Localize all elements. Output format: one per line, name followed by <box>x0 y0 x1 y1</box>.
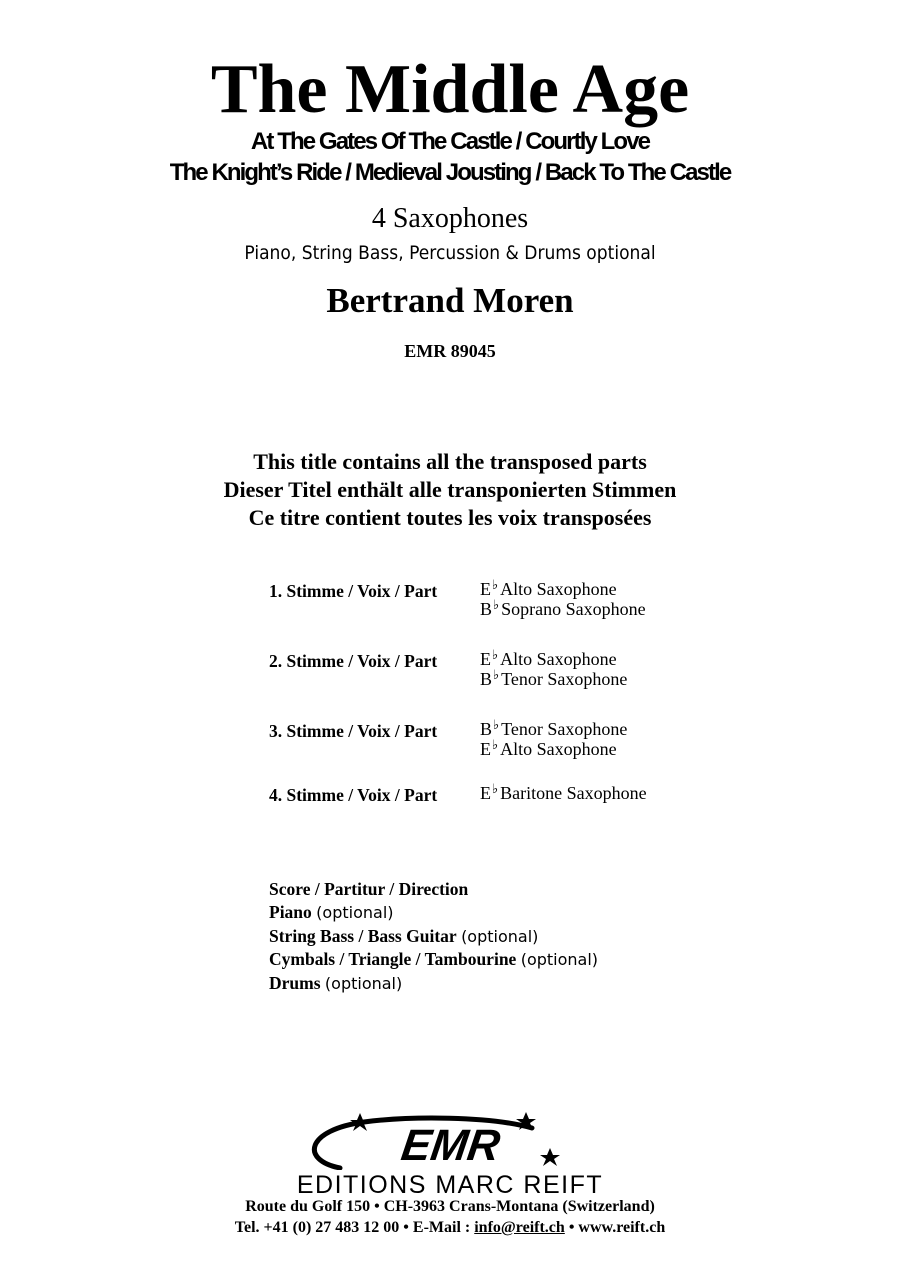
key-letter: E <box>480 739 491 759</box>
website-text: • www.reift.ch <box>564 1219 666 1236</box>
phone-label: Tel. +41 (0) 27 483 12 00 • E-Mail : <box>234 1219 475 1236</box>
notice-german: Dieser Titel enthält alle transponierten Stimmen <box>223 477 677 502</box>
extra-item <box>269 925 598 949</box>
instrument-name: Tenor Saxophone <box>501 719 628 739</box>
publisher-address: Route du Golf 150 • CH-3963 Crans-Montana (Switzerland) <box>245 1198 655 1215</box>
optional-instruments: Piano, String Bass, Percussion & Drums optional <box>244 242 656 264</box>
composer-name: Bertrand Moren <box>326 281 574 320</box>
extra-item <box>269 878 598 901</box>
instrumentation: 4 Saxophones <box>371 203 529 234</box>
instrument-name: Soprano Saxophone <box>501 599 646 619</box>
part-label: 4. Stimme / Voix / Part <box>269 785 438 805</box>
extra-name: String Bass / Bass Guitar <box>269 925 457 946</box>
instrument-name: Alto Saxophone <box>500 739 617 759</box>
part-label: 1. Stimme / Voix / Part <box>269 581 438 601</box>
key-letter: B <box>480 669 493 689</box>
extra-name: Drums <box>269 973 321 994</box>
publisher-name: EDITIONS MARC REIFT <box>296 1171 604 1199</box>
instrument-entry <box>480 647 627 670</box>
logo-text: EMR <box>398 1121 504 1170</box>
instrument-name: Alto Saxophone <box>500 579 617 599</box>
extras-list <box>269 878 598 996</box>
key-letter: E <box>480 649 491 669</box>
flat-sign: ♭ <box>493 667 500 682</box>
emr-logo <box>300 1108 600 1170</box>
subtitle-line-1: At The Gates Of The Castle / Courtly Love <box>250 128 650 155</box>
instrument-entry <box>480 667 628 690</box>
key-letter: E <box>480 579 491 599</box>
instrument-name: Baritone Saxophone <box>500 783 647 803</box>
part-instruments <box>480 781 647 804</box>
flat-sign: ♭ <box>492 781 499 796</box>
part-instruments <box>480 717 628 760</box>
extra-name: Piano <box>269 901 312 922</box>
flat-sign: ♭ <box>493 717 500 732</box>
contact-line <box>0 1217 900 1239</box>
instrument-name: Tenor Saxophone <box>501 669 628 689</box>
instrument-name: Alto Saxophone <box>500 649 617 669</box>
instrument-entry <box>480 577 646 600</box>
extra-item <box>269 948 598 972</box>
email-link[interactable]: info@reift.ch <box>474 1219 565 1236</box>
part-label: 3. Stimme / Voix / Part <box>269 721 438 741</box>
star-icon <box>350 1113 370 1131</box>
flat-sign: ♭ <box>492 577 499 592</box>
flat-sign: ♭ <box>492 737 499 752</box>
extra-name: Cymbals / Triangle / Tambourine <box>269 949 517 970</box>
flat-sign: ♭ <box>492 647 499 662</box>
part-label: 2. Stimme / Voix / Part <box>269 651 438 671</box>
instrument-entry <box>480 597 646 620</box>
subtitle-line-2: The Knight’s Ride / Medieval Jousting / Back To The Castle <box>169 159 731 186</box>
part-instruments <box>480 577 646 620</box>
extra-name: Score / Partitur / Direction <box>269 879 469 899</box>
extra-item <box>269 972 598 996</box>
catalog-number: EMR 89045 <box>404 341 496 361</box>
optional-note: (optional) <box>520 950 599 970</box>
key-letter: B <box>480 599 493 619</box>
optional-note: (optional) <box>461 926 539 946</box>
instrument-entry <box>480 781 647 804</box>
star-icon <box>540 1148 560 1166</box>
extra-item <box>269 901 598 925</box>
instrument-entry <box>480 717 628 740</box>
notice-english: This title contains all the transposed parts <box>253 449 647 474</box>
page-title: The Middle Age <box>210 51 690 128</box>
flat-sign: ♭ <box>493 597 500 612</box>
instrument-entry <box>480 737 627 760</box>
optional-note: (optional) <box>324 974 403 994</box>
key-letter: B <box>480 719 493 739</box>
notice-french: Ce titre contient toutes les voix transposées <box>248 505 652 530</box>
part-instruments <box>480 647 628 690</box>
optional-note: (optional) <box>316 902 394 922</box>
key-letter: E <box>480 783 491 803</box>
